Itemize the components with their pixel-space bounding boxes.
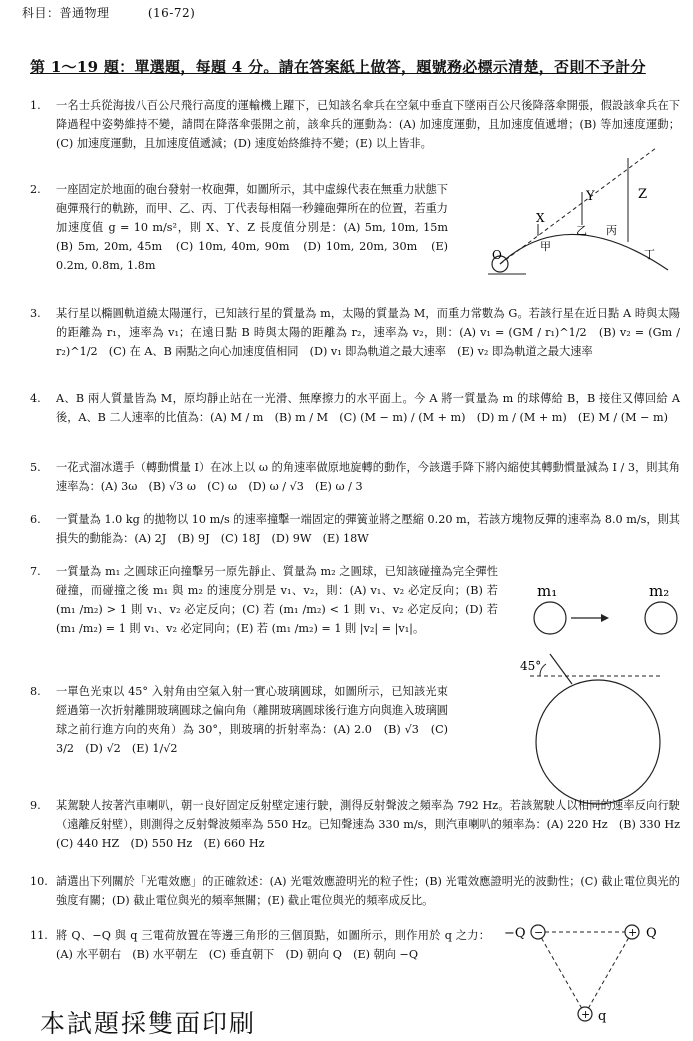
q-label: q <box>598 1009 607 1024</box>
Q-label: Q <box>646 926 657 941</box>
question-text: 一名士兵從海拔八百公尺飛行高度的運輸機上躍下，已知該名傘兵在空氣中垂直下墜兩百公尺後降落傘開張，假設該傘兵在下降過程中姿勢維持不變，請問在降落傘張開之前，該傘兵的運動為：(A) 加速度運動，且加速度值遞增；(B) 等加速度運動；(C) 加速度運動，且加速度值遞減；(D) 速度始終維持不變；(E) 以上皆非。 <box>56 99 680 150</box>
question-text: 一座固定於地面的砲台發射一枚砲彈，如圖所示，其中虛線代表在無重力狀態下砲彈飛行的軌跡，而甲、乙、丙、丁代表每相隔一秒鐘砲彈所在的位置，若重力加速度值 g = 10 m/s²，則 X、Y、Z 長度值分別是：(A) 5m, 10m, 15m (B) 5m, 20m, 45m (C) 10m, 40m, 90m (D) 10m, 20m, 30m (E) 0.2m, 0.8m, 1.8m <box>56 183 460 272</box>
m2-label: m₂ <box>649 582 670 600</box>
question-number: 3. <box>30 307 41 320</box>
question-number: 7. <box>30 565 41 578</box>
x-label: X <box>536 211 545 225</box>
charges-figure <box>500 918 690 1033</box>
question-6 <box>30 510 680 548</box>
plus-sign-icon: + <box>581 1008 591 1021</box>
question-number: 2. <box>30 183 41 196</box>
triangle-left-edge <box>538 932 585 1014</box>
question-number: 1. <box>30 99 41 112</box>
incident-ray <box>550 654 572 684</box>
question-text: 一質量為 m₁ 之圓球正向撞擊另一原先靜止、質量為 m₂ 之圓球，已知該碰撞為完全彈性碰撞，而碰撞之後 m₁ 與 m₂ 的速度分別是 v₁、v₂，則：(A) v₁、v₂ 必定反向；(B) 若 (m₁ /m₂) > 1 則 v₁、v₂ 必定反向；(C) 若 (m₁ /m₂) < 1 則 v₁、v₂ 必定反向；(D) 若 (m₁ /m₂) = 1 則 v₁、v₂ 必定同向；(E) 若 (m₁ /m₂) = 1 則 |v₂| = |v₁|。 <box>56 565 498 635</box>
question-number: 5. <box>30 461 41 474</box>
question-number: 10. <box>30 875 48 888</box>
print-notice: 本試題採雙面印刷 <box>40 1009 257 1038</box>
plus-sign-icon: + <box>628 926 638 939</box>
question-4 <box>30 389 680 427</box>
minus-sign-icon: − <box>534 926 544 939</box>
question-8 <box>30 682 448 758</box>
arrow-head-icon <box>601 614 609 622</box>
question-9 <box>30 796 692 853</box>
m1-label: m₁ <box>537 582 558 600</box>
origin-label: O <box>492 248 502 262</box>
projectile-figure <box>478 142 678 282</box>
question-number: 11. <box>30 929 48 942</box>
trajectory-curve <box>500 234 668 270</box>
point-yi-label: 乙 <box>576 224 587 237</box>
collision-figure <box>515 578 685 638</box>
glass-sphere <box>536 680 660 804</box>
subject-label: 科目：普通物理 <box>22 6 110 20</box>
point-jia-label: 甲 <box>540 240 551 253</box>
question-number: 4. <box>30 392 41 405</box>
section-instruction: 第 1～19 題：單選題，每題 4 分。請在答案紙上做答，題號務必標示清楚，否則不予計分 <box>30 58 646 76</box>
question-11 <box>30 926 490 964</box>
question-text: 將 Q、−Q 與 q 三電荷放置在等邊三角形的三個頂點，如圖所示，則作用於 q 之力：(A) 水平朝右 (B) 水平朝左 (C) 垂直朝下 (D) 朝向 Q (E) 朝向 −Q <box>56 929 490 961</box>
exam-code: (16-72) <box>147 6 196 20</box>
question-number: 9. <box>30 799 41 812</box>
question-number: 8. <box>30 685 41 698</box>
question-text: 某行星以橢圓軌道繞太陽運行，已知該行星的質量為 m，太陽的質量為 M，而重力常數為 G。若該行星在近日點 A 時與太陽的距離為 r₁，速率為 v₁；在遠日點 B 時與太陽的距離為 r₂，速率為 v₂，則：(A) v₁ = (GM / r₁)^1/2 (B) v₂ = (Gm / r₂)^1/2 (C) 在 A、B 兩點之向心加速度值相同 (D) v₁ 即為軌道之最大速率 (E) v₂ 即為軌道之最大速率 <box>56 307 680 358</box>
question-10 <box>30 872 680 910</box>
question-number: 6. <box>30 513 41 526</box>
ball-m2 <box>645 602 677 634</box>
z-label: Z <box>638 187 648 202</box>
question-text: 一單色光束以 45° 入射角由空氣入射一實心玻璃圓球，如圖所示，已知該光束經過第一次折射離開玻璃圓球之偏向角（離開玻璃圓球後行進方向與進入玻璃圓球之前行進方向的夾角）為 30°，則玻璃的折射率為：(A) 2.0 (B) √3 (C) 3/2 (D) √2 (E) 1/√2 <box>56 685 448 755</box>
triangle-right-edge <box>585 932 632 1014</box>
incidence-angle-label: 45° <box>520 659 542 673</box>
y-label: Y <box>586 189 595 204</box>
question-7 <box>30 562 498 638</box>
point-ding-label: 丁 <box>644 248 655 261</box>
question-text: 請選出下列關於「光電效應」的正確敘述：(A) 光電效應證明光的粒子性；(B) 光電效應證明光的波動性；(C) 截止電位與光的強度有關；(D) 截止電位與光的頻率無關；(E) 截止電位與光的頻率成反比。 <box>56 875 680 907</box>
neg-Q-label: −Q <box>504 926 526 941</box>
question-3 <box>30 304 680 361</box>
question-text: A、B 兩人質量皆為 M，原均靜止站在一光滑、無摩擦力的水平面上。今 A 將一質量為 m 的球傳給 B，B 接住又傳回給 A 後，A、B 二人速率的比值為：(A) M / m (B) m / M (C) (M − m) / (M + m) (D) m / (M + m) (E) M / (M − m) <box>56 392 680 424</box>
question-5 <box>30 458 680 496</box>
glass-sphere-figure <box>490 650 690 810</box>
question-text: 一花式溜冰選手（轉動慣量 I）在冰上以 ω 的角速率做原地旋轉的動作，今該選手降下將內縮使其轉動慣量減為 I / 3，則其角速率為：(A) 3ω (B) √3 ω (C) ω (D) ω / √3 (E) ω / 3 <box>56 461 680 493</box>
question-2 <box>30 180 460 275</box>
question-text: 某駕駛人按著汽車喇叭，朝一良好固定反射壁定速行駛，測得反射聲波之頻率為 792 Hz。若該駕駛人以相同的速率反向行駛（遠離反射壁），則測得之反射聲波頻率為 550 Hz。已知聲速為 330 m/s，則汽車喇叭的頻率為：(A) 220 Hz (B) 330 Hz (C) 440 HZ (D) 550 Hz (E) 660 Hz <box>56 799 692 850</box>
page-header <box>22 4 195 21</box>
point-bing-label: 丙 <box>606 224 617 237</box>
ball-m1 <box>534 602 566 634</box>
question-text: 一質量為 1.0 kg 的拋物以 10 m/s 的速率撞擊一端固定的彈簧並將之壓縮 0.20 m，若該方塊物反彈的速率為 8.0 m/s，則其損失的動能為：(A) 2J (B) 9J (C) 18J (D) 9W (E) 18W <box>56 513 680 545</box>
